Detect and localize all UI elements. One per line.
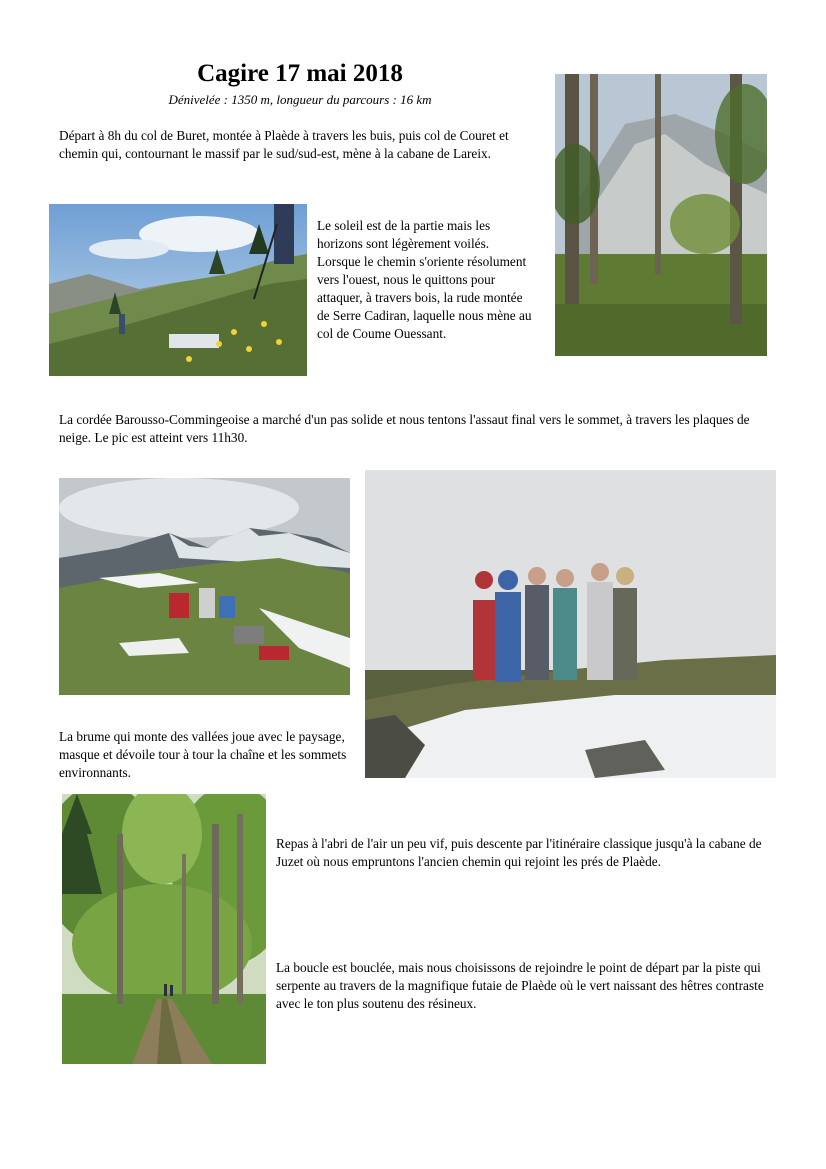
photo-forest-mountain (555, 74, 767, 356)
photo-hikers-slope (49, 204, 307, 376)
photo-forest-trail (62, 794, 266, 1064)
document-subtitle: Dénivelée : 1350 m, longueur du parcours : 16 km (168, 92, 432, 107)
paragraph-boucle: La boucle est bouclée, mais nous choisissons de rejoindre le point de départ par la piste qui serpente au travers de la magnifique futaie de Plaède où le vert naissant des hêtres contraste avec le ton plus soutenu des résineux. (276, 960, 764, 1011)
paragraph-soleil: Le soleil est de la partie mais les horizons sont légèrement voilés. Lorsque le chemin s'oriente résolument vers l'ouest, nous le quittons pour attaquer, à travers bois, la rude montée de Serre Cadiran, laquelle nous mène au col de Coume Ouessant. (317, 218, 532, 341)
document-title: Cagire 17 mai 2018 (197, 60, 403, 87)
paragraph-cordee: La cordée Barousso-Commingeoise a marché d'un pas solide et nous tentons l'assaut final vers le sommet, à travers les plaques de neige. Le pic est atteint vers 11h30. (59, 412, 750, 445)
paragraph-depart: Départ à 8h du col de Buret, montée à Plaède à travers les buis, puis col de Couret et chemin qui, contournant le massif par le sud/sud-est, mène à la cabane de Lareix. (59, 128, 509, 161)
paragraph-brume: La brume qui monte des vallées joue avec le paysage, masque et dévoile tour à tour la chaîne et les sommets environnants. (59, 729, 347, 780)
paragraph-repas: Repas à l'abri de l'air un peu vif, puis descente par l'itinéraire classique jusqu'à la cabane de Juzet où nous empruntons l'ancien chemin qui rejoint les prés de Plaède. (276, 836, 762, 869)
photo-snowy-ridge (59, 478, 350, 695)
photo-group-summit (365, 470, 776, 778)
